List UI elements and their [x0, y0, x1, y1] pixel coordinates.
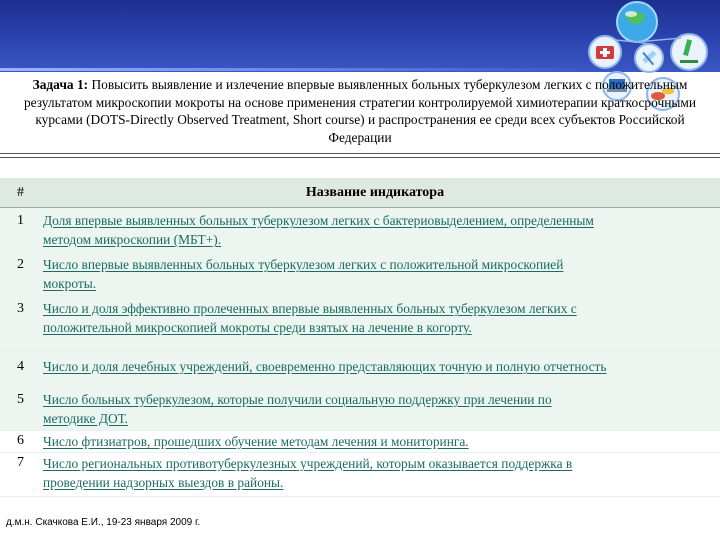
- syringe-icon: [635, 44, 663, 72]
- table-row: [0, 252, 720, 296]
- indicator-link[interactable]: Число впервые выявленных больных туберкулезом легких с положительной микроскопией мокроты.: [43, 257, 564, 291]
- table-row: [0, 351, 720, 387]
- row-num: 3: [17, 301, 24, 316]
- microscope-icon: [671, 34, 707, 70]
- row-num: 7: [17, 455, 24, 470]
- task-text: Повысить выявление и излечение впервые выявленных больных туберкулезом легких с положительным результатом микроскопии мокроты на основе применения стратегии контролируемой химиотерапии краткосрочными курсами (DOTS-Directly Observed Treatment, Short course) и распространения ее среди всех субъектов Российской Федерации: [23, 77, 697, 145]
- table-row: [0, 387, 720, 431]
- indicator-link[interactable]: Число региональных противотуберкулезных учреждений, которым оказывается поддержка в проведении надзорных выездов в районы.: [43, 456, 573, 490]
- indicator-link[interactable]: Доля впервые выявленных больных туберкулезом легких с бактериовыделением, определенным методом микроскопии (МБТ+).: [43, 213, 594, 247]
- row-num: 2: [17, 257, 24, 272]
- task-number: 1:: [76, 77, 89, 92]
- header-title: Название индикатора: [305, 185, 445, 200]
- indicator-link[interactable]: Число и доля лечебных учреждений, своевременно представляющих точную и полную отчетность: [43, 359, 607, 374]
- row-num: 6: [17, 433, 24, 448]
- task-statement: [4, 76, 716, 146]
- task-label: Задача: [32, 77, 74, 92]
- table-row: [0, 453, 720, 497]
- divider: [0, 157, 720, 158]
- row-num: 5: [17, 392, 24, 407]
- indicator-link[interactable]: Число фтизиатров, прошедших обучение методам лечения и мониторинга.: [43, 434, 469, 449]
- row-num: 4: [17, 359, 24, 374]
- table-row: [0, 296, 720, 351]
- table-row: [0, 431, 720, 453]
- row-num: 1: [17, 213, 24, 228]
- indicator-link[interactable]: Число больных туберкулезом, которые получили социальную поддержку при лечении по методике ДОТ.: [43, 392, 552, 426]
- divider: [0, 153, 720, 154]
- footer-author: д.м.н. Скачкова Е.И., 19-23 января 2009 г.: [6, 517, 201, 528]
- header-num: #: [17, 185, 24, 200]
- table-row: [0, 208, 720, 252]
- banner-accent-line: [0, 68, 600, 71]
- indicator-table: [0, 178, 720, 497]
- indicator-link[interactable]: Число и доля эффективно пролеченных впервые выявленных больных туберкулезом легких с положительной микроскопией мокроты среди взятых на лечение в когорту.: [43, 301, 577, 335]
- table-header-row: [0, 178, 720, 208]
- globe-icon: [617, 2, 657, 42]
